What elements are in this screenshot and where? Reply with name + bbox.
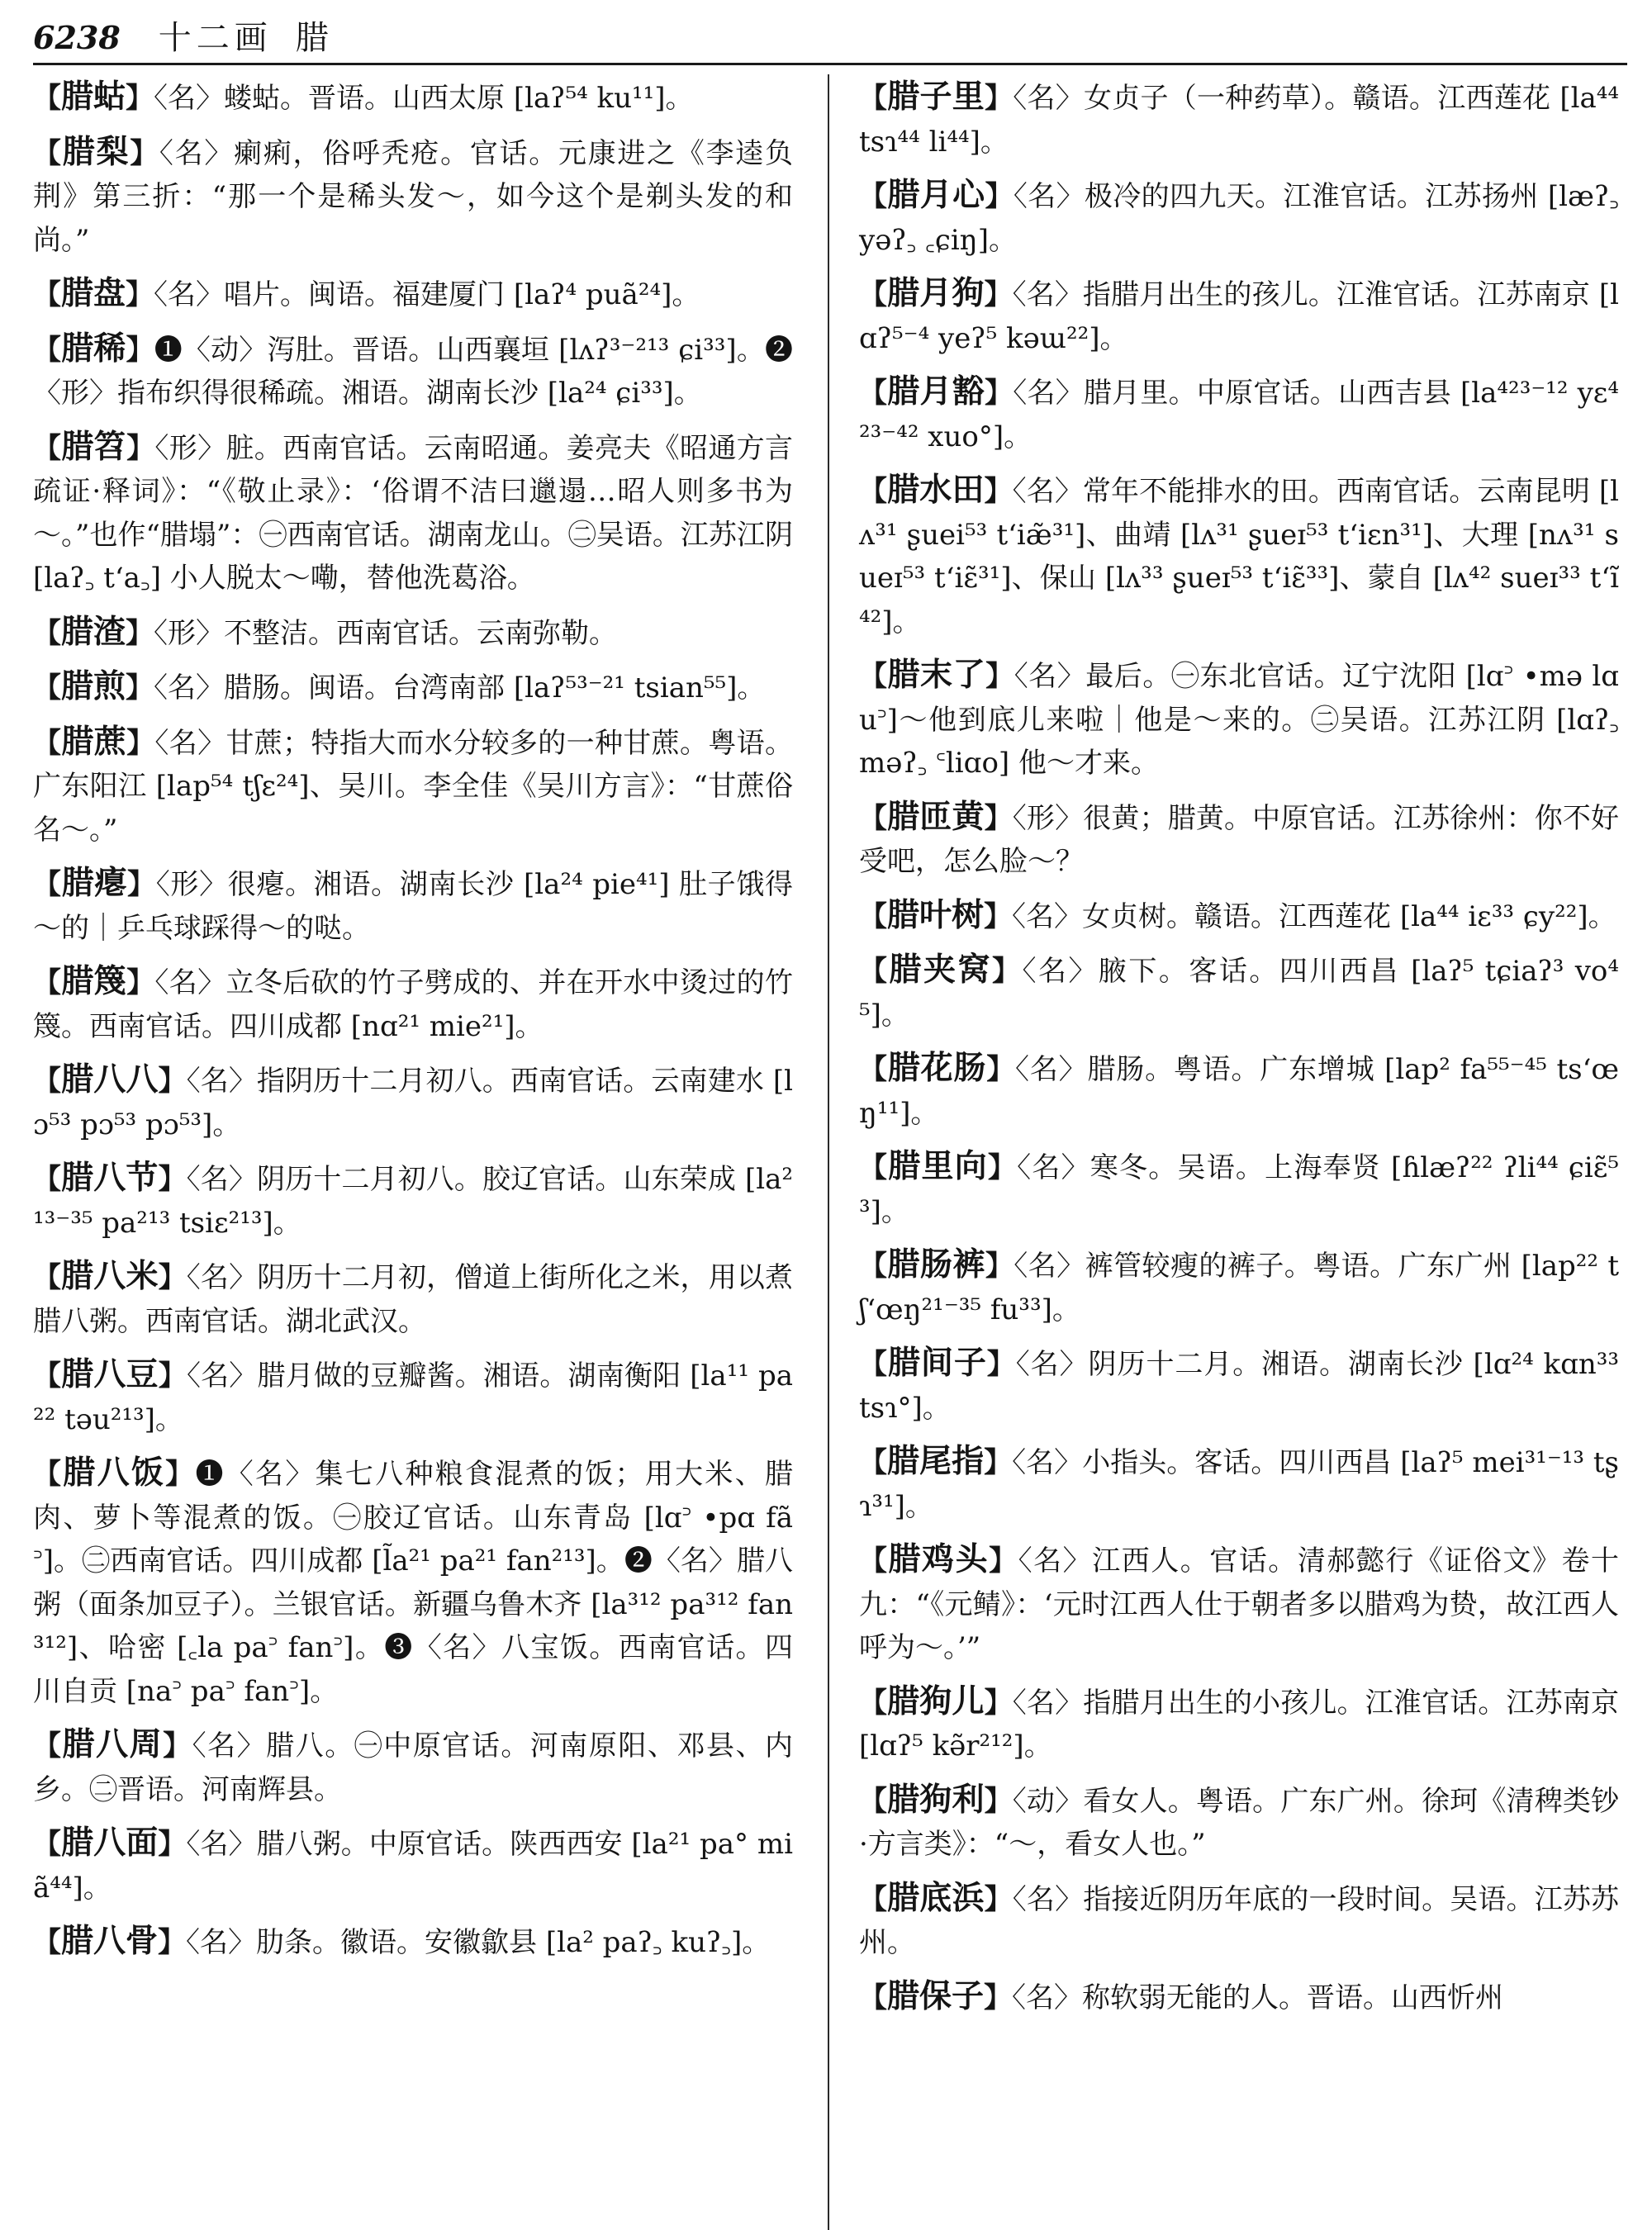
- headword-bracket-close: 】: [984, 1882, 1013, 1916]
- headword-bracket-open: 【: [33, 431, 62, 465]
- headword-bracket-close: 】: [985, 660, 1014, 693]
- entry-headword: 腊肠裤: [887, 1246, 985, 1283]
- headword-bracket-open: 【: [859, 1250, 888, 1283]
- entry-headword: 腊间子: [887, 1345, 987, 1382]
- headword-bracket-close: 】: [985, 82, 1014, 115]
- headword-bracket-close: 】: [126, 726, 155, 760]
- entry-headword: 腊狗利: [887, 1781, 985, 1819]
- headword-bracket-open: 【: [859, 801, 888, 835]
- headword-bracket-close: 】: [991, 955, 1023, 988]
- entry-headword: 腊水田: [887, 472, 985, 509]
- dictionary-entry: [33, 961, 793, 1048]
- headword-bracket-open: 【: [859, 899, 887, 933]
- headword-bracket-open: 【: [33, 1926, 61, 1959]
- entry-headword: 腊蛄: [61, 78, 126, 116]
- entry-definition: 〈名〉女贞树。赣语。江西莲花 [la⁴⁴ iɛ³³ ɕy²²]。: [1012, 899, 1616, 933]
- headword-bracket-open: 【: [859, 1053, 888, 1086]
- entry-headword: 腊底浜: [887, 1879, 985, 1917]
- entry-headword: 腊盘: [61, 275, 126, 312]
- headword-bracket-close: 】: [158, 1828, 187, 1861]
- entry-headword: 腊渣: [61, 613, 126, 651]
- headword-bracket-close: 】: [130, 136, 159, 170]
- headword-bracket-close: 】: [984, 1784, 1013, 1818]
- entry-definition: 〈形〉不整洁。西南官话。云南弥勒。: [154, 616, 618, 650]
- entry-definition: 〈形〉很瘪。湘语。湖南长沙 [la²⁴ pie⁴¹] 肚子饿得～的｜乒乓球踩得～的哒。: [33, 868, 794, 945]
- dictionary-entry: [859, 796, 1619, 884]
- headword-bracket-close: 】: [126, 278, 154, 311]
- entry-headword: 腊蔗: [61, 723, 127, 761]
- headword-bracket-open: 【: [859, 278, 888, 311]
- headword-bracket-open: 【: [33, 1261, 62, 1294]
- entry-definition: ❶〈动〉泻肚。晋语。山西襄垣 [lʌʔ³⁻²¹³ ɕi³³]。❷〈形〉指布织得很稀疏。湘语。湖南长沙 [la²⁴ ɕi³³]。: [33, 333, 794, 410]
- right-column: [859, 76, 1619, 2030]
- entry-definition: 〈名〉指腊月出生的小孩儿。江淮官话。江苏南京 [lɑʔ⁵ kə̃r²¹²]。: [859, 1686, 1619, 1763]
- headword-bracket-close: 】: [158, 1359, 187, 1393]
- headword-bracket-close: 】: [126, 616, 154, 650]
- entry-definition: 〈名〉腊月做的豆瓣酱。湘语。湖南衡阳 [la¹¹ pa²² təu²¹³]。: [33, 1359, 793, 1436]
- headword-bracket-open: 【: [859, 1784, 888, 1818]
- headword-bracket-close: 】: [984, 1446, 1013, 1479]
- dictionary-entry: [859, 469, 1619, 643]
- headword-bracket-open: 【: [859, 180, 888, 213]
- dictionary-entry: [859, 949, 1619, 1037]
- dictionary-entry: [33, 1059, 793, 1146]
- entry-definition: 〈形〉脏。西南官话。云南昭通。姜亮夫《昭通方言疏证·释词》：“《敬止录》：‘俗谓不洁曰邋遢…昭人则多书为～。”也作“腊塌”：㊀西南官话。湖南龙山。㊁吴语。江苏江阴 [laʔ꜆ t‘a꜆] 小人脱太～嘞，替他洗葛浴。: [33, 431, 794, 595]
- entry-definition: 〈名〉称软弱无能的人。晋语。山西忻州: [1012, 1981, 1504, 2014]
- dictionary-entry: [859, 371, 1619, 458]
- entry-definition: 〈名〉江西人。官话。清郝懿行《证俗文》卷十九：“《元鲭》：‘元时江西人仕于朝者多以腊鸡为贽，故江西人呼为～。’”: [859, 1544, 1620, 1664]
- entry-definition: 〈名〉腋下。客话。四川西昌 [laʔ⁵ tɕiaʔ³ vo⁴⁵]。: [859, 955, 1619, 1032]
- entry-definition: 〈名〉阴历十二月初八。胶辽官话。山东荣成 [la²¹³⁻³⁵ pa²¹³ tsiɛ²¹³]。: [33, 1163, 793, 1240]
- headword-bracket-close: 】: [126, 966, 155, 999]
- entry-headword: 腊狗儿: [887, 1682, 985, 1720]
- headword-bracket-close: 】: [986, 1348, 1016, 1381]
- dictionary-entry: [859, 174, 1619, 262]
- entry-definition: 〈名〉指腊月出生的孩儿。江淮官话。江苏南京 [lɑʔ⁵⁻⁴ yeʔ⁵ kəɯ²²]。: [859, 278, 1620, 355]
- dictionary-entry: [859, 1244, 1619, 1331]
- headword-bracket-close: 】: [984, 801, 1013, 835]
- headword-bracket-close: 】: [165, 1458, 196, 1491]
- headword-bracket-close: 】: [984, 1981, 1013, 2014]
- entry-headword: 腊八周: [62, 1726, 164, 1763]
- entry-headword: 腊梨: [62, 133, 131, 171]
- headword-bracket-open: 【: [859, 1981, 887, 2014]
- headword-bracket-open: 【: [33, 136, 63, 170]
- dictionary-entry: [33, 1452, 793, 1713]
- headword-bracket-close: 】: [984, 377, 1014, 410]
- entry-headword: 腊保子: [887, 1977, 985, 2015]
- headword-bracket-close: 】: [986, 1053, 1016, 1086]
- page-number: 6238: [33, 19, 121, 56]
- headword-bracket-open: 【: [33, 1163, 62, 1196]
- headword-bracket-open: 【: [859, 1446, 888, 1479]
- headword-bracket-close: 】: [127, 868, 156, 901]
- headword-bracket-open: 【: [859, 475, 888, 508]
- dictionary-entry: [859, 1146, 1619, 1233]
- column-divider: [828, 74, 829, 2230]
- entry-definition: 〈名〉瘌痢，俗呼秃疮。官话。元康进之《李逵负荆》第三折：“那一个是稀头发～，如今这个是剃头发的和尚。”: [33, 136, 794, 257]
- entry-definition: 〈名〉最后。㊀东北官话。辽宁沈阳 [lɑ꜄ •mə lɑu꜄]～他到底儿来啦｜他是～来的。㊁吴语。江苏江阴 [lɑʔ꜆ məʔ꜆ ꜂liɑo] 他～才来。: [859, 660, 1620, 780]
- dictionary-entry: [33, 131, 793, 263]
- headword-bracket-close: 】: [158, 1926, 187, 1959]
- headword-bracket-open: 【: [33, 1065, 62, 1098]
- headword-bracket-close: 】: [126, 333, 154, 367]
- dictionary-entry: [33, 273, 793, 317]
- entry-headword: 腊匝黄: [887, 798, 985, 836]
- dictionary-entry: [33, 1255, 793, 1343]
- entry-definition: 〈名〉立冬后砍的竹子劈成的、并在开水中烫过的竹篾。西南官话。四川成都 [nɑ²¹ mie²¹]。: [33, 966, 794, 1043]
- dictionary-entry: [859, 1342, 1619, 1430]
- entry-definition: 〈名〉女贞子（一种药草）。赣语。江西莲花 [la⁴⁴ tsɿ⁴⁴ li⁴⁴]。: [859, 82, 1619, 159]
- entry-definition: 〈名〉指接近阴历年底的一段时间。吴语。江苏苏州。: [859, 1882, 1619, 1959]
- dictionary-entry: [859, 894, 1619, 939]
- headword-bracket-close: 】: [987, 1151, 1018, 1184]
- dictionary-entry: [859, 1681, 1619, 1768]
- dictionary-entry: [859, 1047, 1619, 1135]
- headword-bracket-close: 】: [984, 899, 1013, 933]
- headword-bracket-open: 【: [859, 1544, 889, 1578]
- dictionary-entry: [859, 1976, 1619, 2020]
- headword-bracket-open: 【: [859, 377, 888, 410]
- entry-definition: 〈名〉指阴历十二月初八。西南官话。云南建水 [lɔ⁵³ pɔ⁵³ pɔ⁵³]。: [33, 1065, 794, 1141]
- entry-headword: 腊花肠: [887, 1050, 987, 1087]
- entry-headword: 腊末了: [887, 657, 986, 694]
- dictionary-entry: [33, 328, 793, 415]
- headword-bracket-open: 【: [33, 868, 62, 901]
- dictionary-entry: [859, 273, 1619, 360]
- headword-bracket-close: 】: [985, 1250, 1014, 1283]
- headword-bracket-close: 】: [163, 1729, 192, 1763]
- entry-definition: 〈名〉极冷的四九天。江淮官话。江苏扬州 [læʔ꜆ yəʔ꜆ ꜀ɕiŋ]。: [859, 180, 1620, 257]
- entry-definition: 〈名〉唱片。闽语。福建厦门 [laʔ⁴ puã²⁴]。: [154, 278, 700, 311]
- entry-headword: 腊叶树: [887, 896, 985, 934]
- dictionary-entry: [33, 1822, 793, 1910]
- headword-bracket-open: 【: [33, 82, 61, 115]
- entry-headword: 腊八面: [61, 1824, 159, 1862]
- dictionary-entry: [859, 1539, 1619, 1670]
- headword-bracket-open: 【: [859, 955, 890, 988]
- dictionary-entry: [33, 426, 793, 600]
- dictionary-entry: [33, 1920, 793, 1965]
- dictionary-entry: [33, 1724, 793, 1811]
- entry-headword: 腊尾指: [887, 1443, 985, 1480]
- entry-definition: 〈名〉蝼蛄。晋语。山西太原 [laʔ⁵⁴ ku¹¹]。: [154, 82, 694, 115]
- headword-bracket-open: 【: [33, 966, 62, 999]
- entry-definition: 〈名〉阴历十二月初，僧道上街所化之米，用以煮腊八粥。西南官话。湖北武汉。: [33, 1261, 793, 1338]
- headword-bracket-open: 【: [33, 333, 62, 367]
- entry-headword: 腊八豆: [61, 1356, 159, 1393]
- entry-definition: 〈名〉小指头。客话。四川西昌 [laʔ⁵ mei³¹⁻¹³ tʂɿ³¹]。: [859, 1446, 1620, 1523]
- headword-bracket-close: 】: [158, 1163, 187, 1196]
- entry-headword: 腊八米: [61, 1258, 159, 1295]
- entry-headword: 腊八骨: [61, 1923, 159, 1960]
- headword-bracket-close: 】: [984, 475, 1013, 508]
- dictionary-entry: [33, 721, 793, 852]
- headword-bracket-open: 【: [33, 1458, 64, 1491]
- entry-definition: 〈动〉看女人。粤语。广东广州。徐珂《清稗类钞·方言类》：“～，看女人也。”: [859, 1784, 1619, 1861]
- headword-bracket-open: 【: [33, 1828, 62, 1861]
- entry-headword: 腊月狗: [887, 275, 985, 312]
- headword-bracket-open: 【: [33, 1729, 63, 1763]
- headword-bracket-open: 【: [859, 1882, 888, 1916]
- entry-headword: 腊里向: [888, 1148, 988, 1185]
- headword-bracket-close: 】: [158, 1065, 187, 1098]
- dictionary-entry: [33, 1157, 793, 1245]
- entry-definition: 〈名〉腊月里。中原官话。山西吉县 [la⁴²³⁻¹² yɛ⁴²³⁻⁴² xuo°]。: [859, 377, 1620, 453]
- entry-definition: 〈名〉腊肠。粤语。广东增城 [lap² fa⁵⁵⁻⁴⁵ ts‘œŋ¹¹]。: [859, 1053, 1619, 1130]
- headword-bracket-open: 【: [33, 1359, 62, 1393]
- entry-headword: 腊瘪: [61, 865, 128, 902]
- left-column: [33, 76, 793, 1976]
- headword-bracket-close: 】: [984, 278, 1013, 311]
- entry-definition: 〈名〉阴历十二月。湘语。湖南长沙 [lɑ²⁴ kɑn³³ tsɿ°]。: [859, 1348, 1619, 1425]
- entry-headword: 腊篾: [61, 963, 127, 1000]
- entry-definition: 〈名〉常年不能排水的田。西南官话。云南昆明 [lʌ³¹ ʂuei⁵³ t‘iæ̃³¹]、曲靖 [lʌ³¹ ʂueɪ⁵³ t‘iɛn³¹]、大理 [nʌ³¹ sueɪ⁵³ t‘iɛ̃³¹]、保山 [lʌ³³ ʂueɪ⁵³ t‘iɛ̃³³]、蒙自 [lʌ⁴² sueɪ³³ t‘ĩ⁴²]。: [859, 475, 1620, 638]
- dictionary-entry: [33, 862, 793, 950]
- headword-bracket-close: 】: [126, 431, 155, 465]
- dictionary-entry: [859, 654, 1619, 785]
- dictionary-entry: [859, 1877, 1619, 1965]
- entry-headword: 腊八节: [61, 1160, 159, 1197]
- entry-definition: 〈形〉很黄；腊黄。中原官话。江苏徐州：你不好受吧，怎么脸～？: [859, 801, 1619, 878]
- headword-bracket-open: 【: [859, 1348, 888, 1381]
- dictionary-entry: [33, 1354, 793, 1441]
- entry-definition: 〈名〉甘蔗；特指大而水分较多的一种甘蔗。粤语。广东阳江 [lap⁵⁴ tʃɛ²⁴]、吴川。李全佳《吴川方言》：“甘蔗俗名～。”: [33, 726, 794, 847]
- headword-bracket-open: 【: [859, 1686, 888, 1720]
- entry-headword: 腊月心: [887, 177, 985, 214]
- dictionary-entry: [859, 1440, 1619, 1528]
- section-label: 十二画: [158, 19, 273, 57]
- entry-headword: 腊笤: [61, 428, 127, 466]
- entry-definition: 〈名〉腊肠。闽语。台湾南部 [laʔ⁵³⁻²¹ tsian⁵⁵]。: [154, 671, 766, 705]
- entry-definition: 〈名〉寒冬。吴语。上海奉贤 [ɦlæʔ²² ʔli⁴⁴ ɕiɛ̃⁵³]。: [859, 1151, 1620, 1228]
- dictionary-entry: [33, 76, 793, 121]
- dictionary-entry: [33, 666, 793, 710]
- headword-bracket-open: 【: [33, 278, 61, 311]
- headword-bracket-open: 【: [33, 616, 61, 650]
- dictionary-entry: [859, 76, 1619, 164]
- headword-bracket-open: 【: [859, 660, 888, 693]
- header-headword: 腊: [295, 19, 329, 57]
- dictionary-entry: [859, 1779, 1619, 1867]
- headword-bracket-close: 】: [989, 1544, 1018, 1578]
- entry-headword: 腊子里: [887, 78, 985, 116]
- headword-bracket-close: 】: [158, 1261, 187, 1294]
- headword-bracket-open: 【: [859, 1151, 889, 1184]
- entry-headword: 腊夹窝: [889, 951, 992, 989]
- headword-bracket-close: 】: [126, 671, 154, 705]
- headword-bracket-close: 】: [985, 180, 1014, 213]
- entry-headword: 腊八饭: [63, 1454, 166, 1492]
- headword-bracket-close: 】: [126, 82, 154, 115]
- headword-bracket-close: 】: [984, 1686, 1013, 1720]
- entry-definition: 〈名〉腊八。㊀中原官话。河南原阳、邓县、内乡。㊁晋语。河南辉县。: [33, 1729, 794, 1806]
- headword-bracket-open: 【: [33, 671, 61, 705]
- header-rule: [33, 63, 1627, 65]
- entry-headword: 腊月豁: [887, 373, 985, 410]
- dictionary-entry: [33, 611, 793, 656]
- headword-bracket-open: 【: [33, 726, 62, 760]
- headword-bracket-open: 【: [859, 82, 888, 115]
- entry-headword: 腊鸡头: [888, 1541, 990, 1578]
- entry-definition: 〈名〉裤管较瘦的裤子。粤语。广东广州 [lap²² tʃ‘œŋ²¹⁻³⁵ fu³³]。: [859, 1250, 1619, 1326]
- running-header: [33, 12, 1627, 64]
- entry-headword: 腊煎: [61, 668, 126, 705]
- entry-definition: 〈名〉腊八粥。中原官话。陕西西安 [la²¹ pa° miã⁴⁴]。: [33, 1828, 793, 1905]
- entry-headword: 腊八八: [61, 1061, 159, 1098]
- entry-headword: 腊稀: [61, 330, 126, 368]
- entry-definition: 〈名〉肋条。徽语。安徽歙县 [la² paʔ꜆ kuʔ꜆]。: [186, 1926, 771, 1959]
- entry-definition: ❶〈名〉集七八种粮食混煮的饭；用大米、腊肉、萝卜等混煮的饭。㊀胶辽官话。山东青岛 [lɑ꜄ •pɑ fã꜄]。㊁西南官话。四川成都 [l̃a²¹ pa²¹ fan²¹³]。❷〈名〉腊八粥（面条加豆子）。兰银官话。新疆乌鲁木齐 [la³¹² pa³¹² fan³¹²]、哈密 [꜀la pa꜄ fan꜄]。❸〈名〉八宝饭。西南官话。四川自贡 [na꜄ pa꜄ fan꜄]。: [33, 1458, 793, 1708]
